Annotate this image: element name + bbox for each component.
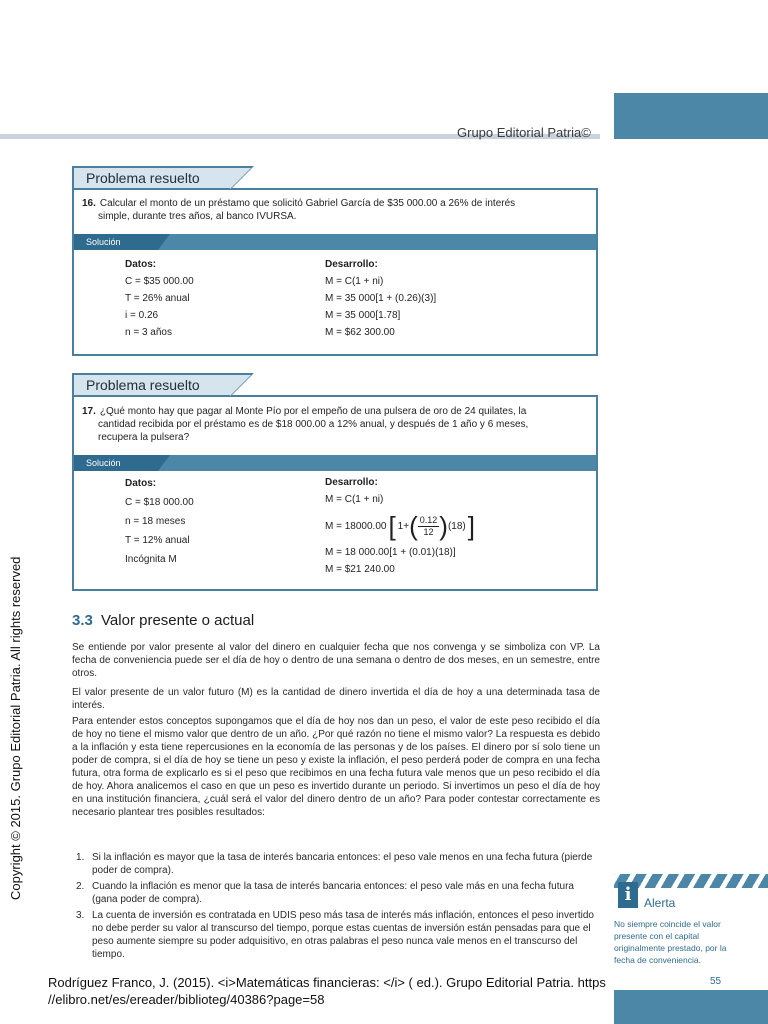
list-item	[76, 880, 600, 906]
dato: C = $35 000.00	[125, 276, 194, 287]
problem-17-desarrollo	[325, 474, 475, 578]
desarrollo-step: M = C(1 + ni)	[325, 276, 384, 287]
desarrollo-heading: Desarrollo:	[325, 477, 378, 488]
fraction-denominator: 12	[423, 526, 434, 537]
paren-open: (	[409, 510, 418, 541]
dato: n = 3 años	[125, 327, 172, 338]
side-copyright: Copyright © 2015. Grupo Editorial Patria. All rights reserved	[8, 556, 23, 900]
dato: n = 18 meses	[125, 516, 186, 527]
problem-16-solution-bar	[74, 234, 596, 250]
desarrollo-step: M = 18 000.00[1 + (0.01)(18)]	[325, 547, 456, 558]
problem-16-number: 16.	[82, 198, 96, 209]
list-number: 2.	[76, 881, 85, 892]
alert-title: Alerta	[644, 896, 676, 910]
problem-16-text-1: Calcular el monto de un préstamo que solicitó Gabriel García de $35 000.00 a 26% de interés	[99, 198, 516, 209]
page-number: 55	[710, 976, 722, 987]
list-text: Cuando la inflación es menor que la tasa de interés bancaria entonces: el peso vale más en una fecha futura (gana poder de compra).	[92, 881, 574, 905]
bracket-close: ]	[467, 510, 475, 541]
problem-17-statement	[82, 405, 588, 444]
problem-16-statement	[82, 197, 588, 223]
desarrollo-step: M = 35 000[1.78]	[325, 310, 401, 321]
citation-line-1: Rodríguez Franco, J. (2015). <i>Matemáticas financieras: </i> ( ed.). Grupo Editorial Patria. https	[48, 975, 606, 990]
desarrollo-step: M = $62 300.00	[325, 327, 395, 338]
dato: T = 26% anual	[125, 293, 190, 304]
formula-prefix: M = 18000.00	[325, 520, 387, 532]
dato: Incógnita M	[125, 554, 177, 565]
footer-tab-decoration	[614, 990, 768, 1024]
section-heading	[72, 612, 254, 629]
formula-one: 1+	[397, 520, 410, 532]
problem-17-number: 17.	[82, 406, 96, 417]
header-tab-decoration	[614, 93, 768, 139]
fraction-numerator: 0.12	[419, 514, 438, 525]
problem-16-desarrollo	[325, 256, 436, 341]
publisher-name: Grupo Editorial Patria©	[457, 125, 591, 140]
datos-heading: Datos:	[125, 259, 157, 270]
paren-close: )	[439, 510, 448, 541]
list-number: 3.	[76, 910, 85, 921]
problem-17-solution-bar	[74, 455, 596, 471]
list-text: Si la inflación es mayor que la tasa de interés bancaria entonces: el peso vale menos en una fecha futura (pierde poder de compra).	[92, 852, 593, 876]
problem-16-tab: Problema resuelto	[72, 166, 232, 190]
dato: T = 12% anual	[125, 535, 190, 546]
dato: C = $18 000.00	[125, 497, 194, 508]
problem-16-solution-label: Solución	[74, 234, 158, 250]
outcomes-list	[76, 851, 600, 964]
desarrollo-heading: Desarrollo:	[325, 259, 378, 270]
section-title: Valor presente o actual	[101, 612, 255, 629]
paragraph-2: El valor presente de un valor futuro (M) es la cantidad de dinero invertida el día de hoy a una determinada tasa de interés.	[72, 687, 600, 711]
formula-suffix: (18)	[447, 520, 466, 532]
fraction	[418, 515, 440, 538]
section-number: 3.3	[72, 612, 93, 629]
problem-16-text-2: simple, durante tres años, al banco IVURSA.	[98, 211, 297, 222]
alert-text: No siempre coincide el valor presente con el capital originalmente prestado, por la fecha de conveniencia.	[614, 919, 727, 965]
desarrollo-step: M = $21 240.00	[325, 564, 395, 575]
bracket-open: [	[388, 511, 396, 541]
citation-footer	[48, 974, 606, 1008]
problem-17-tab: Problema resuelto	[72, 373, 232, 397]
citation-line-2: //elibro.net/es/ereader/biblioteg/40386?page=58	[48, 992, 325, 1007]
dato: i = 0.26	[125, 310, 159, 321]
paragraph-1: Se entiende por valor presente al valor del dinero en cualquier fecha que nos convenga y se simboliza con VP. La fecha de conveniencia puede ser el día de hoy o dentro de una semana o dentro de dos meses, en un semestre, entre otros.	[72, 642, 600, 679]
problem-17-solution-label: Solución	[74, 455, 158, 471]
problem-17-text-2: cantidad recibida por el préstamo es de $18 000.00 a 12% anual, y después de 1 año y 6 meses,	[98, 419, 529, 430]
formula-fraction-line	[325, 508, 475, 544]
list-item	[76, 851, 600, 877]
problem-17-text-1: ¿Qué monto hay que pagar al Monte Pío por el empeño de una pulsera de oro de 24 quilates, la	[99, 406, 527, 417]
desarrollo-step: M = 35 000[1 + (0.26)(3)]	[325, 293, 437, 304]
desarrollo-step: M = C(1 + ni)	[325, 494, 384, 505]
list-item	[76, 909, 600, 961]
datos-heading: Datos:	[125, 478, 157, 489]
paragraph-3: Para entender estos conceptos supongamos que el día de hoy nos dan un peso, el valor de este peso recibido el día de hoy no tiene el mismo valor que dentro de un año. ¿Por qué razón no tiene el mismo valor? La respuesta es debido a la inflación y esta tiene repercusiones en la economía de las personas y de los países. El dinero por sí solo tiene un poder de compra, si el día de hoy se tiene un peso y existe la inflación, el peso perderá poder de compra en una fecha futura, otra forma de explicarlo es si el peso que recibimos en una fecha futura vale menos que un peso recibido el día de hoy. Ahora analicemos el caso en que un peso es invertido durante un periodo. Si invertimos un peso el día de hoy en una institución financiera, ¿cuál será el valor del dinero dentro de un año? Para poder contestar correctamente es necesario plantear tres posibles resultados:	[72, 716, 600, 818]
list-number: 1.	[76, 852, 85, 863]
problem-17-text-3: recupera la pulsera?	[98, 432, 190, 443]
problem-16-datos	[125, 256, 194, 341]
list-text: La cuenta de inversión es contratada en UDIS peso más tasa de interés más inflación, entonces el peso invertido no debe perder su valor al transcurso del tiempo, porque estas cuentas de inversión están pensadas para que el peso aumente siempre su poder adquisitivo, en otras palabras el peso nunca vale menos en el transcurso del tiempo.	[92, 910, 594, 960]
info-icon: i	[618, 882, 638, 908]
problem-17-datos	[125, 474, 194, 569]
